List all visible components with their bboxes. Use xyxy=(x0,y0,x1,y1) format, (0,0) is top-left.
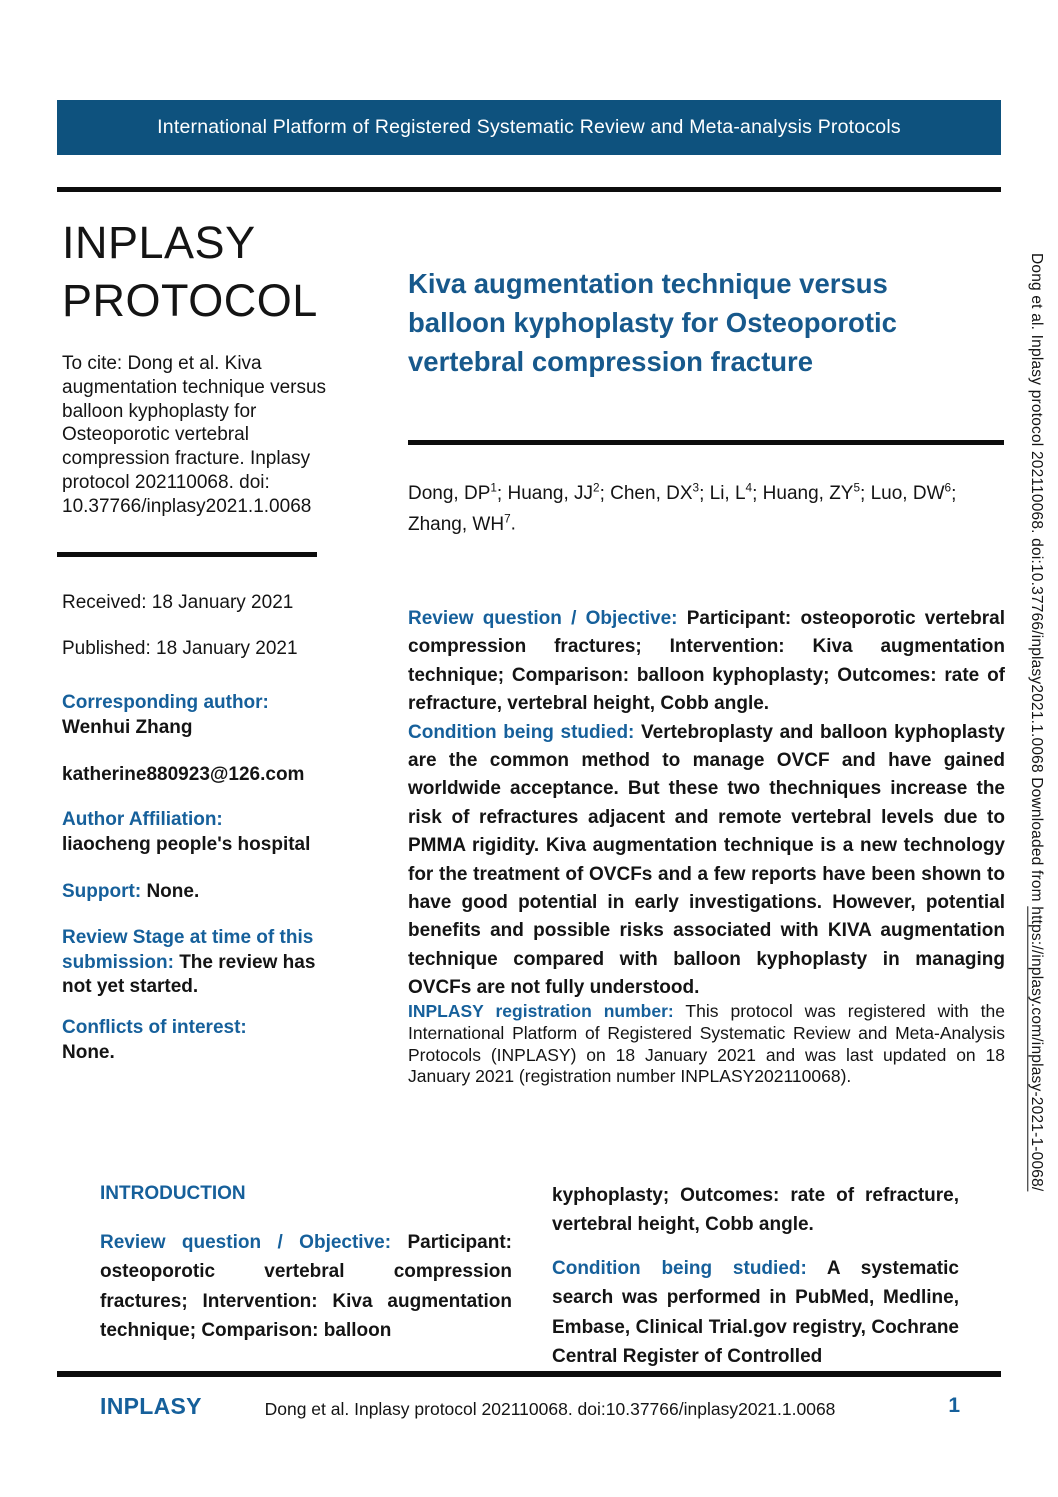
intro-review-question-paragraph xyxy=(100,1228,512,1346)
review-stage-block xyxy=(62,926,326,1000)
masthead-title-line1: INPLASY xyxy=(62,217,256,268)
introduction-heading: INTRODUCTION xyxy=(100,1183,246,1204)
left-column-divider xyxy=(57,552,317,557)
review-question-label: Review question / Objective: xyxy=(408,608,678,629)
support-block xyxy=(62,880,326,905)
journal-banner xyxy=(57,100,1001,155)
page-number: 1 xyxy=(948,1394,960,1417)
corresponding-author-label: Corresponding author: xyxy=(62,692,269,713)
author-affiliation-block xyxy=(62,808,326,857)
protocol-title: Kiva augmentation technique versus balloon kyphoplasty for Osteoporotic vertebral compression fracture xyxy=(408,268,897,377)
intro-condition-paragraph xyxy=(552,1254,959,1372)
intro-review-question-label: Review question / Objective: xyxy=(100,1232,392,1253)
footer-citation: Dong et al. Inplasy protocol 202110068. doi:10.37766/inplasy2021.1.0068 xyxy=(264,1399,836,1419)
review-stage-label: Review Stage at time of this submission: xyxy=(62,927,314,973)
review-stage-value: The review has not yet started. xyxy=(62,951,316,997)
author: Li, $L^4$ xyxy=(709,482,753,505)
abstract-block xyxy=(408,605,1005,1003)
introduction-column-right xyxy=(552,1181,959,1371)
registration-label: INPLASY registration number: xyxy=(408,1001,674,1021)
conflicts-value: None. xyxy=(62,1041,115,1063)
author-affiliation-value: liaocheng people's hospital xyxy=(62,833,311,855)
footer-divider xyxy=(57,1371,1001,1377)
corresponding-author-email: katherine880923@126.com xyxy=(62,764,305,785)
author: Dong, $DP^1$ xyxy=(408,482,497,505)
intro-review-question-text: Participant: osteoporotic vertebral compression fractures; Intervention: Kiva augmentation technique; Comparison: balloon xyxy=(100,1232,512,1342)
header-divider xyxy=(57,187,1001,192)
to-cite-text: To cite: Dong et al. Kiva augmentation technique versus balloon kyphoplasty for Osteoporotic vertebral compression fracture. Inplasy protocol 202110068. doi: 10.37766/inplasy2021.1.0068 xyxy=(62,353,327,517)
intro-condition-text: A systematic search was performed in PubMed, Medline, Embase, Clinical Trial.gov registry, Cochrane Central Register of Controlled xyxy=(552,1257,959,1368)
intro-condition-label: Condition being studied: xyxy=(552,1257,807,1279)
review-question-paragraph xyxy=(408,605,1005,719)
journal-banner-text: International Platform of Registered Systematic Review and Meta-analysis Protocols xyxy=(157,116,901,138)
support-label: Support: xyxy=(62,881,142,902)
sidebar-citation xyxy=(1027,253,1045,1191)
sidebar-citation-text: Dong et al. Inplasy protocol 202110068. doi:10.37766/inplasy2021.1.0068 Downloaded from xyxy=(1028,253,1045,907)
masthead-title-line2: PROTOCOL xyxy=(62,275,318,326)
author: Luo, $DW^6$ xyxy=(870,482,952,505)
authors-line: Dong, $DP^1$; Huang, $JJ^2$; Chen, $DX^3$; Li, $L^4$; Huang, $ZY^5$; Luo, $DW^6$; Zhang, $WH^7$. xyxy=(408,482,957,535)
author: Huang, $ZY^5$ xyxy=(762,482,861,505)
condition-paragraph xyxy=(408,719,1005,1003)
condition-label: Condition being studied: xyxy=(408,721,635,743)
author: Zhang, $WH^7$ xyxy=(408,512,511,535)
corresponding-author-block xyxy=(62,691,326,740)
author: Huang, $JJ^2$ xyxy=(507,482,600,505)
condition-text: Vertebroplasty and balloon kyphoplasty are the common method to manage OVCF and have gained worldwide acceptance. But these two thechniques increase the risk of refractures adjacent and remote vertebral levels due to PMMA rigidity. Kiva augmentation technique is a new technology for the treatment of OVCFs and a few reports have been shown to have good potential in early investigations. However, potential benefits and possible risks associated with KIVA augmentation technique compared with balloon kyphoplasty in managing OVCFs are not fully understood. xyxy=(408,721,1005,999)
registration-paragraph xyxy=(408,1001,1005,1088)
review-question-text: Participant: osteoporotic vertebral compression fractures; Intervention: Kiva augmentation technique; Comparison: balloon kyphoplasty; Outcomes: rate of refracture, vertebral height, Cobb angle. xyxy=(408,608,1006,715)
author-affiliation-label: Author Affiliation: xyxy=(62,809,223,830)
published-date: Published: 18 January 2021 xyxy=(62,638,298,659)
intro-continuation-text: kyphoplasty; Outcomes: rate of refracture, vertebral height, Cobb angle. xyxy=(552,1185,959,1236)
author: Chen, $DX^3$ xyxy=(610,482,700,505)
conflicts-label: Conflicts of interest: xyxy=(62,1017,247,1038)
introduction-column-left xyxy=(100,1183,512,1346)
sidebar-download-link[interactable]: https://inplasy.com/inplasy-2021-1-0068/ xyxy=(1028,906,1045,1192)
registration-text: This protocol was registered with the International Platform of Registered Systematic Review and Meta-Analysis Protocols (INPLASY) on 18 January 2021 and was last updated on 18 January 2021 (registration number INPLASY202110068). xyxy=(408,1001,1005,1087)
corresponding-author-name: Wenhui Zhang xyxy=(62,716,193,738)
conflicts-block xyxy=(62,1016,326,1065)
support-value: None. xyxy=(146,881,200,902)
title-divider xyxy=(408,440,1004,445)
masthead-title xyxy=(62,214,318,330)
footer-brand: INPLASY xyxy=(100,1393,202,1419)
received-date: Received: 18 January 2021 xyxy=(62,592,294,613)
